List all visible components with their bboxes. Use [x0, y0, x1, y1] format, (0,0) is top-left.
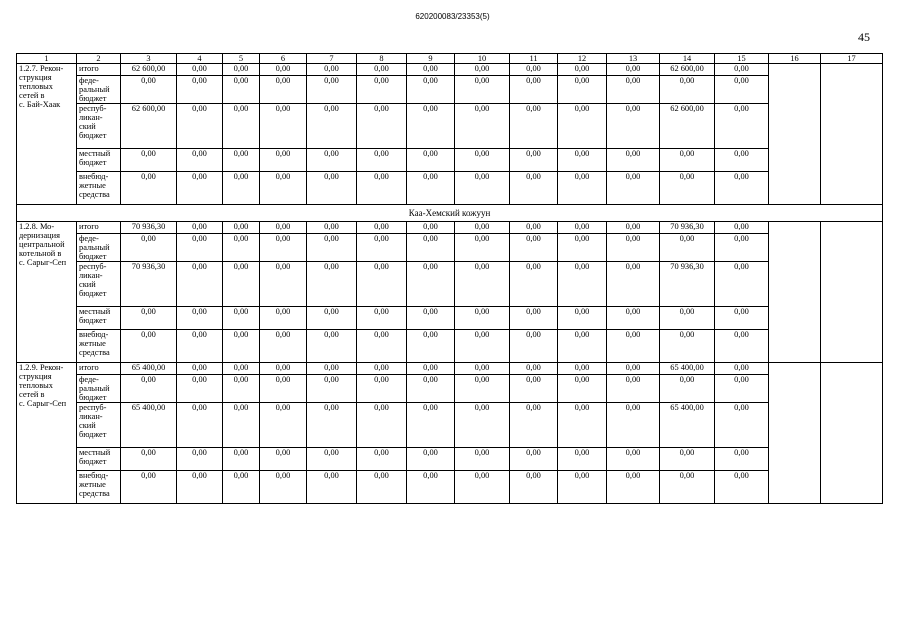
value-cell: 0,00 [715, 234, 769, 262]
value-cell: 0,00 [177, 375, 223, 403]
value-cell: 0,00 [307, 448, 357, 471]
value-cell: 0,00 [607, 471, 660, 504]
column-header: 2 [77, 54, 121, 64]
value-cell: 0,00 [307, 76, 357, 104]
value-cell: 0,00 [307, 149, 357, 172]
funding-source: внебюд- жетные средства [77, 172, 121, 205]
value-cell: 0,00 [121, 149, 177, 172]
value-cell: 0,00 [357, 104, 407, 149]
value-cell: 0,00 [558, 149, 607, 172]
value-cell: 0,00 [455, 149, 510, 172]
value-cell: 65 400,00 [660, 403, 715, 448]
value-cell: 0,00 [407, 471, 455, 504]
value-cell: 0,00 [357, 172, 407, 205]
column-header: 3 [121, 54, 177, 64]
value-cell: 0,00 [223, 448, 260, 471]
funding-source: местный бюджет [77, 149, 121, 172]
value-cell: 0,00 [607, 363, 660, 375]
value-cell: 0,00 [260, 448, 307, 471]
value-cell: 0,00 [715, 403, 769, 448]
value-cell: 0,00 [660, 471, 715, 504]
empty-cell [821, 222, 883, 363]
value-cell: 0,00 [558, 363, 607, 375]
value-cell: 70 936,30 [660, 222, 715, 234]
item-name: 1.2.9. Рекон- струкция тепловых сетей в с. Сарыг-Сеп [17, 363, 77, 504]
value-cell: 0,00 [715, 330, 769, 363]
value-cell: 0,00 [260, 262, 307, 307]
table-row [17, 363, 883, 375]
value-cell: 0,00 [357, 76, 407, 104]
column-header: 10 [455, 54, 510, 64]
value-cell: 0,00 [307, 403, 357, 448]
value-cell: 0,00 [558, 448, 607, 471]
value-cell: 0,00 [260, 471, 307, 504]
value-cell: 0,00 [510, 149, 558, 172]
value-cell: 0,00 [510, 471, 558, 504]
table-row [17, 104, 883, 149]
funding-source: респуб- ликан- ский бюджет [77, 262, 121, 307]
value-cell: 0,00 [607, 172, 660, 205]
value-cell: 0,00 [455, 222, 510, 234]
value-cell: 0,00 [455, 375, 510, 403]
value-cell: 0,00 [307, 363, 357, 375]
value-cell: 0,00 [223, 307, 260, 330]
column-header: 16 [769, 54, 821, 64]
value-cell: 0,00 [357, 307, 407, 330]
value-cell: 0,00 [558, 307, 607, 330]
value-cell: 0,00 [510, 234, 558, 262]
value-cell: 0,00 [607, 64, 660, 76]
value-cell: 0,00 [121, 234, 177, 262]
value-cell: 0,00 [407, 172, 455, 205]
value-cell: 0,00 [307, 262, 357, 307]
value-cell: 0,00 [407, 234, 455, 262]
column-header: 5 [223, 54, 260, 64]
value-cell: 0,00 [510, 104, 558, 149]
empty-cell [821, 363, 883, 504]
page-number: 45 [858, 30, 870, 44]
value-cell: 0,00 [307, 471, 357, 504]
value-cell: 0,00 [407, 375, 455, 403]
value-cell: 0,00 [660, 149, 715, 172]
funding-source: респуб- ликан- ский бюджет [77, 104, 121, 149]
value-cell: 70 936,30 [121, 222, 177, 234]
value-cell: 0,00 [357, 222, 407, 234]
value-cell: 0,00 [407, 448, 455, 471]
value-cell: 0,00 [223, 330, 260, 363]
value-cell: 0,00 [223, 76, 260, 104]
value-cell: 0,00 [177, 403, 223, 448]
value-cell: 0,00 [660, 448, 715, 471]
value-cell: 0,00 [558, 471, 607, 504]
value-cell: 0,00 [715, 471, 769, 504]
value-cell: 0,00 [455, 471, 510, 504]
value-cell: 65 400,00 [121, 363, 177, 375]
value-cell: 62 600,00 [660, 104, 715, 149]
value-cell: 0,00 [177, 307, 223, 330]
value-cell: 0,00 [607, 375, 660, 403]
value-cell: 70 936,30 [121, 262, 177, 307]
value-cell: 0,00 [510, 172, 558, 205]
value-cell: 0,00 [121, 471, 177, 504]
value-cell: 0,00 [223, 172, 260, 205]
column-header: 7 [307, 54, 357, 64]
value-cell: 0,00 [510, 307, 558, 330]
value-cell: 0,00 [307, 64, 357, 76]
value-cell: 0,00 [357, 375, 407, 403]
value-cell: 0,00 [607, 76, 660, 104]
value-cell: 0,00 [177, 363, 223, 375]
value-cell: 0,00 [121, 448, 177, 471]
value-cell: 0,00 [715, 149, 769, 172]
table-row [17, 307, 883, 330]
value-cell: 0,00 [510, 375, 558, 403]
value-cell: 62 600,00 [660, 64, 715, 76]
value-cell: 0,00 [407, 104, 455, 149]
value-cell: 0,00 [715, 375, 769, 403]
value-cell: 0,00 [223, 222, 260, 234]
value-cell: 0,00 [121, 375, 177, 403]
funding-source: внебюд- жетные средства [77, 330, 121, 363]
value-cell: 0,00 [558, 262, 607, 307]
value-cell: 70 936,30 [660, 262, 715, 307]
column-header: 17 [821, 54, 883, 64]
table-row [17, 234, 883, 262]
value-cell: 0,00 [607, 307, 660, 330]
value-cell: 0,00 [307, 330, 357, 363]
value-cell: 0,00 [223, 234, 260, 262]
value-cell: 0,00 [455, 448, 510, 471]
value-cell: 0,00 [260, 375, 307, 403]
column-header: 11 [510, 54, 558, 64]
value-cell: 62 600,00 [121, 64, 177, 76]
value-cell: 0,00 [607, 104, 660, 149]
funding-source: феде- ральный бюджет [77, 234, 121, 262]
empty-cell [769, 222, 821, 363]
table-row [17, 76, 883, 104]
value-cell: 0,00 [607, 149, 660, 172]
value-cell: 65 400,00 [660, 363, 715, 375]
value-cell: 0,00 [177, 76, 223, 104]
value-cell: 0,00 [177, 448, 223, 471]
value-cell: 0,00 [510, 330, 558, 363]
value-cell: 0,00 [558, 330, 607, 363]
value-cell: 0,00 [407, 403, 455, 448]
value-cell: 0,00 [455, 262, 510, 307]
value-cell: 0,00 [223, 403, 260, 448]
table-row [17, 64, 883, 76]
value-cell: 0,00 [407, 222, 455, 234]
value-cell: 0,00 [260, 403, 307, 448]
column-header: 13 [607, 54, 660, 64]
value-cell: 0,00 [223, 262, 260, 307]
section-title: Каа-Хемский кожуун [17, 205, 883, 222]
column-header: 6 [260, 54, 307, 64]
table-row [17, 222, 883, 234]
value-cell: 0,00 [223, 375, 260, 403]
item-name: 1.2.8. Мо- дернизация центральной котельной в с. Сарыг-Сеп [17, 222, 77, 363]
funding-source: местный бюджет [77, 448, 121, 471]
value-cell: 0,00 [357, 234, 407, 262]
value-cell: 0,00 [223, 471, 260, 504]
column-header: 12 [558, 54, 607, 64]
table-row [17, 403, 883, 448]
value-cell: 0,00 [558, 64, 607, 76]
value-cell: 0,00 [715, 222, 769, 234]
value-cell: 0,00 [121, 76, 177, 104]
value-cell: 0,00 [121, 330, 177, 363]
value-cell: 0,00 [307, 104, 357, 149]
value-cell: 0,00 [455, 234, 510, 262]
value-cell: 0,00 [177, 149, 223, 172]
empty-cell [769, 363, 821, 504]
value-cell: 0,00 [121, 307, 177, 330]
item-name: 1.2.7. Рекон- струкция тепловых сетей в с. Бай-Хаак [17, 64, 77, 205]
value-cell: 0,00 [307, 375, 357, 403]
value-cell: 0,00 [660, 307, 715, 330]
funding-source: местный бюджет [77, 307, 121, 330]
value-cell: 0,00 [407, 307, 455, 330]
value-cell: 0,00 [455, 64, 510, 76]
value-cell: 0,00 [177, 471, 223, 504]
value-cell: 0,00 [357, 64, 407, 76]
value-cell: 0,00 [607, 448, 660, 471]
value-cell: 0,00 [510, 76, 558, 104]
column-header: 9 [407, 54, 455, 64]
value-cell: 0,00 [510, 262, 558, 307]
value-cell: 0,00 [558, 172, 607, 205]
table-row [17, 330, 883, 363]
value-cell: 0,00 [558, 375, 607, 403]
value-cell: 0,00 [455, 330, 510, 363]
value-cell: 0,00 [260, 234, 307, 262]
value-cell: 0,00 [177, 64, 223, 76]
value-cell: 0,00 [407, 76, 455, 104]
value-cell: 0,00 [357, 448, 407, 471]
table-row [17, 471, 883, 504]
value-cell: 0,00 [510, 363, 558, 375]
funding-source: феде- ральный бюджет [77, 375, 121, 403]
value-cell: 0,00 [715, 76, 769, 104]
value-cell: 0,00 [177, 172, 223, 205]
value-cell: 0,00 [177, 104, 223, 149]
value-cell: 0,00 [660, 76, 715, 104]
value-cell: 0,00 [407, 363, 455, 375]
value-cell: 0,00 [660, 330, 715, 363]
table-row [17, 375, 883, 403]
column-header: 4 [177, 54, 223, 64]
value-cell: 0,00 [357, 330, 407, 363]
value-cell: 0,00 [510, 222, 558, 234]
empty-cell [769, 64, 821, 205]
value-cell: 0,00 [260, 149, 307, 172]
value-cell: 0,00 [260, 64, 307, 76]
value-cell: 0,00 [177, 234, 223, 262]
value-cell: 0,00 [260, 330, 307, 363]
value-cell: 0,00 [510, 448, 558, 471]
value-cell: 0,00 [407, 64, 455, 76]
column-header: 1 [17, 54, 77, 64]
value-cell: 0,00 [260, 172, 307, 205]
value-cell: 0,00 [715, 262, 769, 307]
value-cell: 0,00 [121, 172, 177, 205]
value-cell: 0,00 [407, 149, 455, 172]
funding-source: внебюд- жетные средства [77, 471, 121, 504]
value-cell: 62 600,00 [121, 104, 177, 149]
value-cell: 0,00 [455, 172, 510, 205]
value-cell: 0,00 [715, 307, 769, 330]
value-cell: 0,00 [260, 104, 307, 149]
value-cell: 0,00 [660, 375, 715, 403]
value-cell: 0,00 [177, 262, 223, 307]
column-header: 8 [357, 54, 407, 64]
value-cell: 0,00 [715, 448, 769, 471]
value-cell: 0,00 [558, 104, 607, 149]
column-header: 14 [660, 54, 715, 64]
value-cell: 0,00 [223, 149, 260, 172]
table-row [17, 448, 883, 471]
value-cell: 0,00 [607, 234, 660, 262]
value-cell: 0,00 [607, 222, 660, 234]
funding-source: феде- ральный бюджет [77, 76, 121, 104]
column-header: 15 [715, 54, 769, 64]
value-cell: 0,00 [407, 330, 455, 363]
value-cell: 0,00 [223, 64, 260, 76]
value-cell: 0,00 [558, 76, 607, 104]
value-cell: 0,00 [357, 149, 407, 172]
funding-source: итого [77, 363, 121, 375]
value-cell: 0,00 [607, 262, 660, 307]
value-cell: 0,00 [715, 64, 769, 76]
document-id: 620200083/23353(5) [415, 12, 490, 21]
value-cell: 0,00 [715, 104, 769, 149]
value-cell: 0,00 [307, 234, 357, 262]
value-cell: 0,00 [558, 222, 607, 234]
value-cell: 0,00 [558, 403, 607, 448]
value-cell: 0,00 [455, 307, 510, 330]
table-row [17, 172, 883, 205]
value-cell: 0,00 [307, 222, 357, 234]
table-row [17, 262, 883, 307]
value-cell: 0,00 [510, 64, 558, 76]
value-cell: 0,00 [260, 307, 307, 330]
funding-source: итого [77, 64, 121, 76]
value-cell: 0,00 [510, 403, 558, 448]
value-cell: 0,00 [307, 307, 357, 330]
value-cell: 0,00 [357, 363, 407, 375]
value-cell: 0,00 [260, 363, 307, 375]
value-cell: 0,00 [177, 222, 223, 234]
value-cell: 0,00 [715, 172, 769, 205]
value-cell: 0,00 [455, 104, 510, 149]
value-cell: 0,00 [260, 76, 307, 104]
funding-source: респуб- ликан- ский бюджет [77, 403, 121, 448]
value-cell: 0,00 [357, 471, 407, 504]
funding-source: итого [77, 222, 121, 234]
value-cell: 0,00 [558, 234, 607, 262]
value-cell: 0,00 [223, 363, 260, 375]
value-cell: 0,00 [307, 172, 357, 205]
value-cell: 0,00 [607, 403, 660, 448]
empty-cell [821, 64, 883, 205]
value-cell: 65 400,00 [121, 403, 177, 448]
value-cell: 0,00 [607, 330, 660, 363]
value-cell: 0,00 [660, 172, 715, 205]
value-cell: 0,00 [455, 363, 510, 375]
value-cell: 0,00 [455, 403, 510, 448]
value-cell: 0,00 [357, 403, 407, 448]
value-cell: 0,00 [260, 222, 307, 234]
value-cell: 0,00 [660, 234, 715, 262]
budget-table [16, 53, 883, 504]
table-row [17, 149, 883, 172]
value-cell: 0,00 [223, 104, 260, 149]
value-cell: 0,00 [357, 262, 407, 307]
value-cell: 0,00 [715, 363, 769, 375]
value-cell: 0,00 [177, 330, 223, 363]
value-cell: 0,00 [455, 76, 510, 104]
value-cell: 0,00 [407, 262, 455, 307]
